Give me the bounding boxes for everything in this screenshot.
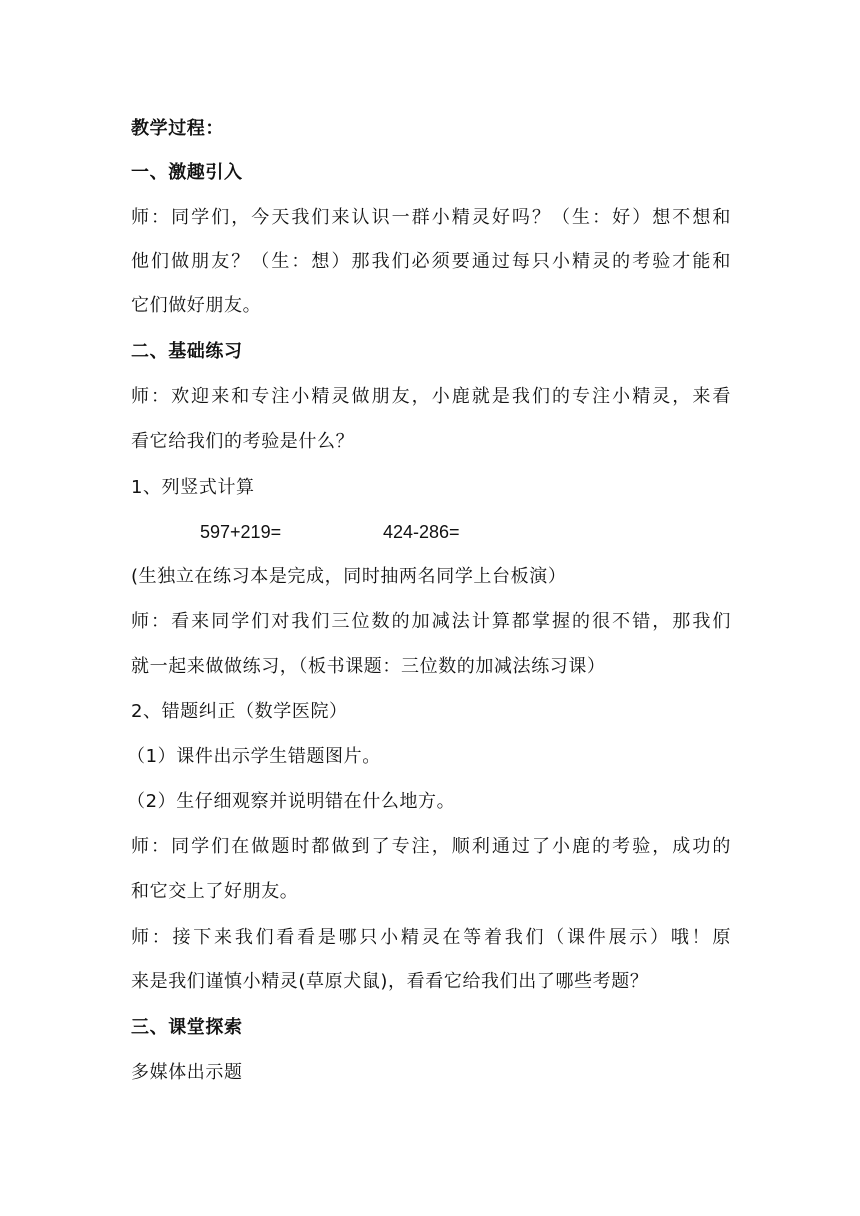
student-note: (生独立在练习本是完成，同时抽两名同学上台板演）	[131, 566, 567, 587]
heading-teaching-process: 教学过程：	[131, 118, 224, 139]
section-title-1: 一、激趣引入	[131, 162, 243, 183]
calculation-expression: 424-286=	[383, 522, 460, 542]
sub-item-1: （1）课件出示学生错题图片。	[127, 746, 381, 767]
paragraph-line: 和它交上了好朋友。	[131, 881, 299, 902]
paragraph-line: 师：欢迎来和专注小精灵做朋友，小鹿就是我们的专注小精灵，来看	[131, 386, 731, 407]
paragraph-line: 多媒体出示题	[131, 1062, 243, 1083]
paragraph-line: 师：接下来我们看看是哪只小精灵在等着我们（课件展示）哦！原	[131, 927, 731, 948]
item-title-2: 2、错题纠正（数学医院）	[131, 701, 348, 722]
paragraph-line: 就一起来做做练习，（板书课题：三位数的加减法练习课）	[131, 656, 606, 677]
paragraph-line: 它们做好朋友。	[131, 295, 262, 316]
calculation-expression: 597+219=	[200, 522, 282, 542]
paragraph-line: 师：看来同学们对我们三位数的加减法计算都掌握的很不错，那我们	[131, 611, 731, 632]
item-title-1: 1、列竖式计算	[131, 477, 255, 498]
paragraph-line: 师：同学们，今天我们来认识一群小精灵好吗？（生：好）想不想和	[131, 207, 731, 228]
sub-item-2: （2）生仔细观察并说明错在什么地方。	[127, 791, 456, 812]
paragraph-line: 他们做朋友？（生：想）那我们必须要通过每只小精灵的考验才能和	[131, 251, 731, 272]
section-title-2: 二、基础练习	[131, 341, 243, 362]
paragraph-line: 看它给我们的考验是什么？	[131, 431, 355, 452]
section-title-3: 三、课堂探索	[131, 1017, 243, 1038]
paragraph-line: 师：同学们在做题时都做到了专注，顺利通过了小鹿的考验，成功的	[131, 836, 731, 857]
paragraph-line: 来是我们谨慎小精灵(草原犬鼠)，看看它给我们出了哪些考题？	[131, 971, 649, 992]
